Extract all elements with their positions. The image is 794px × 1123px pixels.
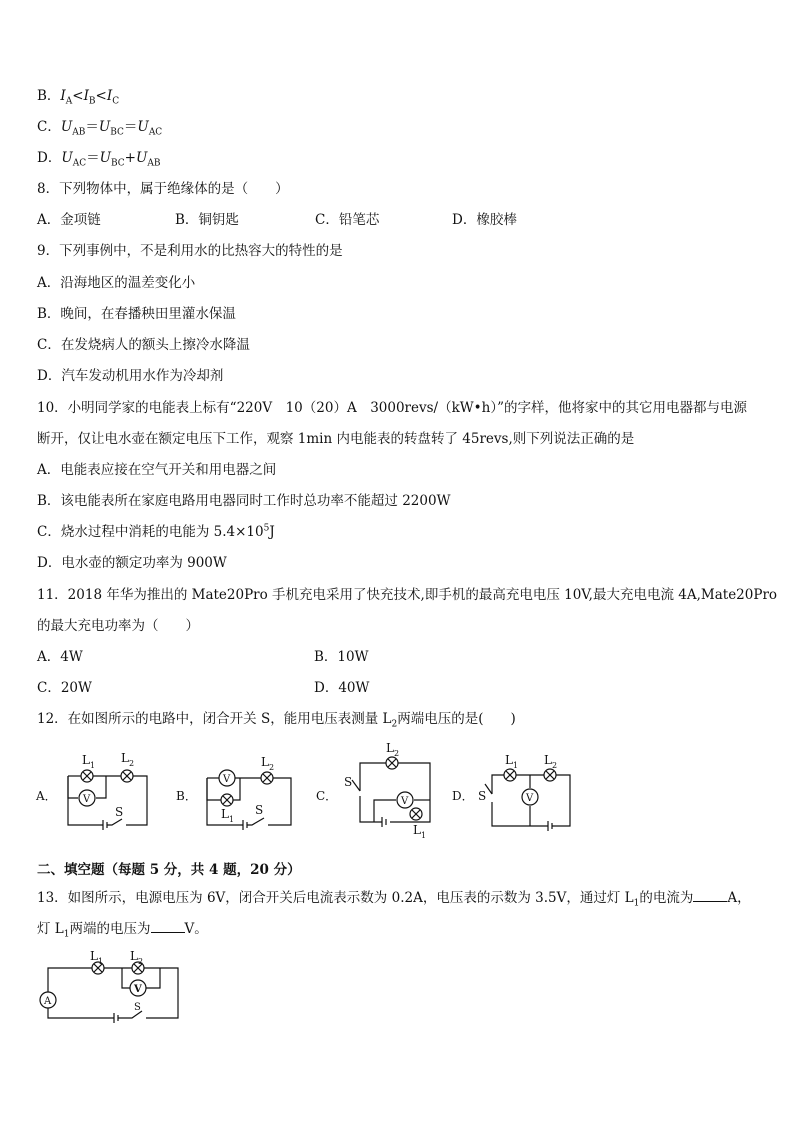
- svg-text:1: 1: [513, 761, 519, 770]
- svg-text:1: 1: [421, 831, 427, 838]
- q9-stem: 9．下列事例中，不是利用水的比热容大的特性的是: [37, 243, 343, 259]
- q7-option-b: B．$I_A<I_B<I_C$: [37, 88, 120, 107]
- q12-label-c: C．: [316, 789, 338, 803]
- circuit-b: [207, 770, 291, 830]
- svg-text:L: L: [90, 949, 98, 963]
- q12-label-b: B．: [176, 789, 197, 803]
- svg-text:1: 1: [98, 957, 104, 966]
- svg-text:L: L: [82, 753, 90, 767]
- q10-stem-line2: 断开，仅让电水壶在额定电压下工作，观察 1min 内电能表的转盘转了 45revs,则下列说法正确的是: [37, 431, 635, 447]
- svg-text:S: S: [134, 1002, 141, 1013]
- q9-option-a: A．沿海地区的温差变化小: [37, 275, 196, 291]
- svg-text:2: 2: [552, 761, 558, 770]
- svg-text:S: S: [115, 805, 124, 819]
- q12-circuits-figure: [30, 738, 590, 838]
- q10-option-a: A．电能表应接在空气开关和用电器之间: [37, 462, 277, 478]
- svg-text:V: V: [526, 793, 534, 804]
- q9-option-c: C．在发烧病人的额头上擦冷水降温: [37, 337, 250, 353]
- q10-option-b: B．该电能表所在家庭电路用电器同时工作时总功率不能超过 2200W: [37, 493, 451, 509]
- svg-text:V: V: [83, 794, 91, 805]
- svg-text:V: V: [134, 984, 142, 995]
- svg-text:S: S: [255, 803, 264, 817]
- svg-text:V: V: [401, 796, 409, 807]
- q9-option-d: D．汽车发动机用水作为冷却剂: [37, 368, 224, 384]
- q12-label-a: A．: [36, 789, 57, 803]
- svg-text:L: L: [261, 755, 269, 769]
- q13-stem-line2: 灯 $L_1$两端的电压为 V。: [37, 921, 208, 940]
- circuit-a: [68, 770, 147, 830]
- svg-text:L: L: [130, 949, 138, 963]
- svg-text:2: 2: [138, 957, 144, 966]
- q8-option-d: D．橡胶棒: [452, 212, 517, 228]
- q8-option-c: C．铅笔芯: [315, 212, 380, 228]
- svg-text:S: S: [344, 775, 353, 789]
- svg-text:L: L: [221, 807, 229, 821]
- q7-option-d: D．$U_{AC}=U_{BC}+U_{AB}$: [37, 150, 161, 169]
- svg-text:S: S: [478, 789, 487, 803]
- q10-option-d: D．电水壶的额定功率为 900W: [37, 555, 227, 571]
- section-title-fill-in: 二、填空题（每题 5 分，共 4 题，20 分）: [37, 862, 301, 878]
- svg-text:L: L: [544, 753, 552, 767]
- q12-stem: 12．在如图所示的电路中，闭合开关 S，能用电压表测量 $L_2$两端电压的是( ): [37, 711, 516, 730]
- q13-blank-2[interactable]: [151, 920, 185, 933]
- q10-option-c: C．烧水过程中消耗的电能为 $5.4\times 10^5J$: [37, 523, 275, 540]
- q11-option-a: A．4W: [37, 649, 83, 665]
- svg-text:2: 2: [129, 759, 135, 768]
- q10-stem-line1: 10．小明同学家的电能表上标有“220V 10（20）A 3000revs/（kW•h）”的字样，他将家中的其它用电器都与电源: [37, 400, 747, 416]
- svg-text:2: 2: [269, 763, 275, 772]
- q13-stem-line1: 13．如图所示，电源电压为 6V，闭合开关后电流表示数为 0.2A，电压表的示数为 3.5V，通过灯 $L_1$的电流为 A，: [37, 890, 751, 909]
- svg-text:L: L: [121, 751, 129, 765]
- q13-circuit-figure: [38, 948, 188, 1028]
- svg-text:L: L: [413, 823, 421, 837]
- svg-text:V: V: [223, 774, 231, 785]
- q11-stem-line1: 11．2018 年华为推出的 Mate20Pro 手机充电采用了快充技术,即手机的最高充电电压 10V,最大充电电流 4A,Mate20Pro: [37, 587, 778, 603]
- svg-text:1: 1: [229, 815, 235, 824]
- q12-label-d: D．: [452, 789, 474, 803]
- q7-option-c: C．$U_{AB}=U_{BC}=U_{AC}$: [37, 119, 163, 138]
- svg-text:1: 1: [90, 761, 96, 770]
- svg-text:L: L: [505, 753, 513, 767]
- q8-option-b: B．铜钥匙: [175, 212, 239, 228]
- svg-text:L: L: [386, 741, 394, 755]
- circuit-c: [352, 757, 430, 827]
- q11-option-d: D．40W: [314, 680, 370, 696]
- q11-option-b: B．10W: [314, 649, 369, 665]
- q9-option-b: B．晚间，在春播秧田里灌水保温: [37, 306, 236, 322]
- svg-text:A: A: [44, 996, 52, 1007]
- svg-text:2: 2: [394, 749, 400, 758]
- q13-blank-1[interactable]: [693, 889, 727, 902]
- q11-stem-line2: 的最大充电功率为（ ）: [37, 618, 199, 634]
- q11-option-c: C．20W: [37, 680, 92, 696]
- q8-stem: 8．下列物体中，属于绝缘体的是（ ）: [37, 181, 289, 197]
- q8-option-a: A．金项链: [37, 212, 101, 228]
